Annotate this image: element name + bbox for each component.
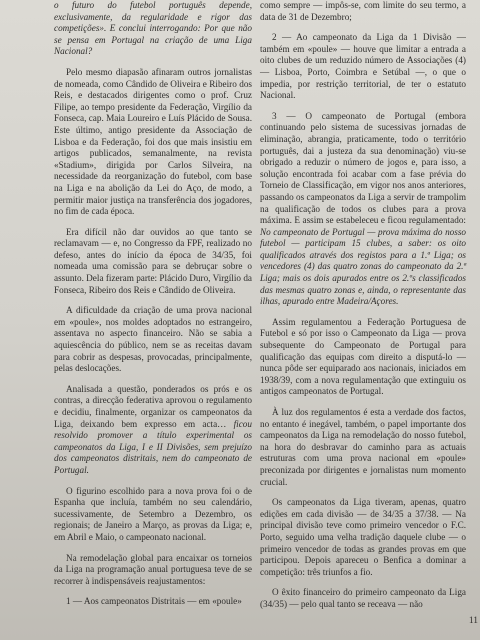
paragraph: O figurino escolhido para a nova prova foi o de Espanha que incluía, também no seu calendário, sucessivamente, de Setembro a Dezembro, os regionais; de Janeiro a Março, as provas da Liga; e, em Abril e Maio, o campeonato nacional. (54, 485, 252, 542)
paragraph: como sempre — impôs-se, com limite do seu termo, a data de 31 de Dezembro; (260, 0, 466, 22)
paragraph: 2 — Ao campeonato da Liga da 1 Divisão — também em «poule» — houve que limitar a entrada a oito clubes de um reduzido número de Associações (4) — Lisboa, Porto, Coimbra e Setúbal —, o que o impedia, por restrição territorial, de ter o estatuto Nacional. (260, 32, 466, 101)
paragraph: 1 — Aos campeonatos Distritais — em «poule» (66, 596, 242, 607)
paragraph: À luz dos regulamentos é esta a verdade dos factos, no entanto é inegável, também, o papel importante dos campeonatos da Liga na remodelação do nosso futebol, na hora do desbravar do caminho para as actuais estruturas com uma prova nacional em «poule» preconizada por dirigentes e jornalistas num momento crucial. (260, 407, 466, 487)
right-column (260, 0, 466, 613)
paragraph: Assim regulamentou a Federação Portuguesa de Futebol e só por isso o Campeonato da Liga — prova subsequente do Campeonato de Portugal para qualificação das equipas com direito a disputá-lo — nunca pôde ser equiparado aos nacionais, iniciados em 1938/39, com a nova regulamentação que extinguiu os antigos campeonatos de Portugal. (260, 316, 466, 397)
paragraph: Os campeonatos da Liga tiveram, apenas, quatro edições em cada divisão — de 34/35 a 37/38. — Na principal divisão teve como primeiro vencedor o F.C. Porto, seguido uma velha tradição daquele clube — o primeiro vencedor de todas as grandes provas em que participou. Depois apareceu o Benfica a dominar a competição: três triunfos a fio. (260, 497, 466, 577)
paragraph (54, 384, 252, 477)
italic-quote: No campeonato de Portugal — prova máxima do nosso futebol — participam 15 clubes, a saber: os oito qualificados através dos registos para a 1.ª Liga; os vencedores (4) das quatro zonas do campeonato da 2.ª Liga; mais os dois apurados entre os 2.ºs classificados das mesmas quatro zonas e, ainda, o representante das ilhas, apurado entre Madeira/Açores. (260, 226, 466, 307)
italic-quote: ficou resolvido promover a título experimental os campeonatos da Liga, I e II Divisões, sem prejuízo dos campeonatos distritais, nem do campeonato de Portugal. (54, 418, 252, 475)
paragraph: Na remodelação global para encaixar os torneios da Liga na programação anual portuguesa teve de se recorrer à indispensáveis reajustamentos: (54, 552, 252, 586)
left-column (54, 0, 252, 610)
paragraph (54, 0, 252, 58)
paragraph: Era difícil não dar ouvidos ao que tanto se reclamavam — e, no Congresso da FPF, realizado no defeso, antes do início da época de 34/35, foi nomeada uma comissão para se debruçar sobre o assunto. Dela fizeram parte: Plácido Duro, Virgílio da Fonseca, Ribeiro dos Reis e Cândido de Oliveira. (54, 226, 252, 295)
paragraph (260, 111, 466, 308)
paragraph: A dificuldade da criação de uma prova nacional em «poule», nos moldes adoptados no estrangeiro, assentava no aspecto financeiro. Não se sabia a aquiescência do público, nem se as receitas davam para cobrir as despesas, provocadas, principalmente, pelas deslocações. (54, 305, 252, 374)
paragraph-text: Analisada a questão, ponderados os prós e os contras, a direcção federativa aprovou o regulamento e decidiu, finalmente, organizar os campeonatos da Liga, deixando bem expresso em acta… (54, 383, 252, 429)
paragraph-text: 3 — O campeonato de Portugal (embora continuando pelo sistema de sucessivas jornadas de eliminação, abrangia, praticamente, todo o território português, dai a justeza da sua denominação) viu-se obrigado a reduzir o número de jogos e, para isso, a solução encontrada foi acabar com a fase prévia do Torneio de Classificação, em vigor nos anos anteriores, passando os campeonatos da Liga a servir de trampolim na qualificação de todos os clubes para a prova máxima. E assim se estabeleceu e ficou regulamentado: (260, 110, 466, 226)
paragraph: O êxito financeiro do primeiro campeonato da Liga (34/35) — pelo qual tanto se receava — não (260, 587, 466, 609)
italic-quote: o futuro do futebol português depende, exclusivamente, da regularidade e rigor das competições». E conclui interrogando: Por que não se pensa em Portugal na criação de uma Liga Nacional? (54, 0, 252, 57)
page-number: 11 (468, 616, 478, 626)
paragraph: Pelo mesmo diapasão afinaram outros jornalistas de nomeada, como Cândido de Oliveira e Ribeiro dos Reis, e destacados dirigentes como o prof. Cruz Filipe, ao tempo presidente da Federação, Virgílio da Fonseca, cap. Maia Loureiro e Luís Plácido de Sousa. Este último, antigo presidente da Associação de Lisboa e da Federação, foi dos que mais insistiu em artigos publicados, semanalmente, na revista «Stadium», dirigida por Carlos Silveira, na necessidade da reorganização do futebol, com base na Liga e na abolição da Lei do Aço, de modo, a permitir maior justiça na transferência dos jogadores, no fim de cada época. (54, 66, 252, 217)
